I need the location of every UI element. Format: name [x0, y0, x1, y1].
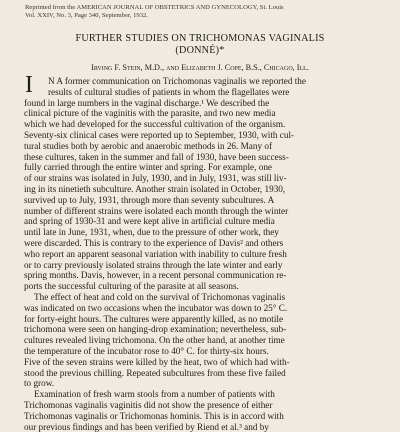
body-text-line: of our strains was isolated in July, 1930, and in July, 1931, was still liv-	[24, 173, 287, 184]
body-text-line: the temperature of the incubator rose to 40° C. for thirty-six hours.	[24, 346, 269, 356]
body-text-line: for forty-eight hours. The cultures were apparently killed, as no motile	[24, 313, 284, 324]
body-text-line: N A former communication on Trichomonas vaginalis we reported the	[48, 76, 306, 86]
body-text-line: or to carry previously isolated strains through the late winter and early	[24, 259, 283, 270]
body-text-line: cultures revealed living trichomona. On the other hand, at another time	[24, 335, 285, 346]
body-text-line: our previous findings and has been verified by Riend et al.³ and by	[24, 421, 269, 432]
body-text-line: found in large numbers in the vaginal discharge.¹ We described the	[24, 97, 270, 108]
author-line: Irving F. Stein, M.D., and Elizabeth J. Cope, B.S., Chicago, Ill.	[91, 63, 309, 72]
body-text-line: clinical picture of the vaginitis with the parasite, and two new media	[24, 108, 276, 119]
body-text-line: trichomona were seen on hanging-drop examination; nevertheless, sub-	[24, 324, 287, 335]
body-text-line: Five of the seven strains were killed by the heat, two of which had with-	[24, 356, 290, 367]
body-text-line: were discarded. This is contrary to the experience of Davis² and others	[24, 238, 284, 248]
body-text-line: ing in its ninetieth subculture. Another strain isolated in October, 1930,	[24, 184, 286, 194]
reprint-volume-line: Vol. XXIV, No. 3, Page 340, September, 1932.	[25, 12, 148, 19]
body-text-line: until late in June, 1931, when, due to the pressure of other work, they	[24, 227, 279, 238]
reprint-source-line: Reprinted from the AMERICAN JOURNAL OF OBSTETRICS AND GYNECOLOGY, St. Louis	[25, 4, 284, 11]
body-text-line: tural studies both by aerobic and anaerobic methods in 26. Many of	[24, 140, 272, 151]
body-text-line: stood the previous chilling. Repeated subcultures from these five failed	[24, 367, 286, 378]
body-text-line: Trichomonas vaginalis or Trichomonas hominis. This is in accord with	[24, 410, 284, 421]
body-text-line: The effect of heat and cold on the survival of Trichomonas vaginalis	[34, 292, 286, 302]
body-text-line: was indicated on two occasions when the incubator was down to 25° C.	[24, 302, 288, 313]
article-title: FURTHER STUDIES ON TRICHOMONAS VAGINALIS	[75, 33, 325, 44]
body-text-line: ports the successful culturing of the parasite at all seasons.	[24, 281, 239, 292]
body-text-line: results of cultural studies of patients in whom the flagellates were	[48, 86, 290, 97]
body-text-line: to grow.	[24, 378, 55, 389]
body-text-line: Seventy-six clinical cases were reported up to September, 1930, with cul-	[24, 130, 295, 140]
body-text-line: which we had developed for the successful cultivation of the organism.	[24, 119, 286, 130]
body-text-line: survived up to July, 1931, through more than seventy subcultures. A	[24, 194, 275, 205]
body-text-line: spring months. Davis, however, in a recent personal communication re-	[24, 270, 287, 281]
body-text-line: number of different strains were isolated each month through the winter	[24, 205, 289, 216]
article-title-subline: (DONNÉ)*	[175, 45, 225, 56]
body-text-line: Examination of fresh warm stools from a number of patients with	[34, 389, 275, 400]
body-text-line: who report an apparent seasonal variation with inability to culture fresh	[24, 248, 287, 259]
body-text-line: fully carried through the entire winter and spring. For example, one	[24, 162, 272, 173]
body-text-line: Trichomonas vaginalis vaginitis did not show the presence of either	[24, 400, 273, 410]
drop-cap-initial: I	[25, 72, 33, 98]
body-text-line: and spring of 1930-31 and were kept alive in artificial culture media	[24, 216, 275, 227]
body-text-line: these cultures, taken in the summer and fall of 1930, have been success-	[24, 151, 289, 162]
